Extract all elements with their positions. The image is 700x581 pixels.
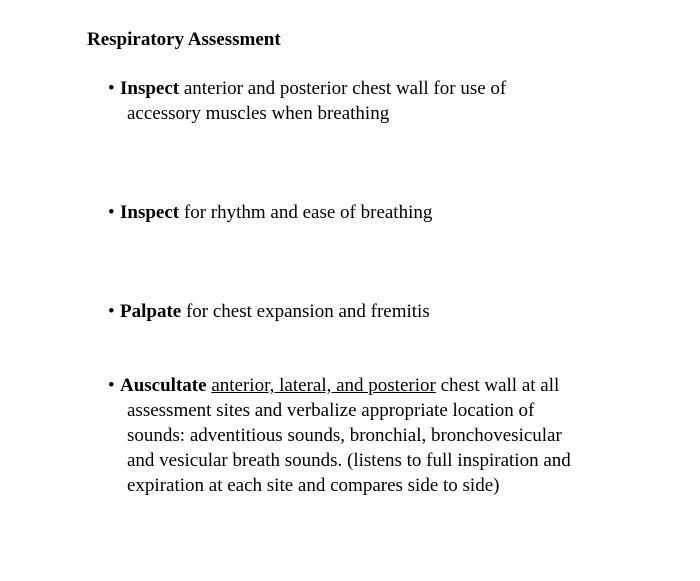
bullet-first-line [120, 76, 668, 101]
bullet-icon: • [108, 301, 115, 322]
bullet-item-inspect-chest-wall [108, 76, 668, 126]
bullet-first-line [120, 299, 668, 324]
bullet-text: chest wall at all [435, 375, 560, 396]
bullet-continuation-line: expiration at each site and compares side to side) [127, 475, 500, 496]
bullet-icon: • [108, 202, 115, 223]
bullet-continuation-line: sounds: adventitious sounds, bronchial, bronchovesicular [127, 425, 562, 446]
bullet-verb: Palpate [120, 301, 182, 322]
bullet-icon: • [108, 78, 115, 99]
underlined-locations: anterior, lateral, and posterior [211, 375, 436, 396]
bullet-content [120, 299, 668, 324]
bullet-content [120, 373, 668, 498]
bullet-text: for chest expansion and fremitis [181, 301, 430, 322]
bullet-continuation-line: assessment sites and verbalize appropriate location of [127, 400, 535, 421]
bullet-text: for rhythm and ease of breathing [179, 202, 433, 223]
bullet-verb: Inspect [120, 78, 180, 99]
bullet-continuation-line: accessory muscles when breathing [127, 103, 390, 124]
bullet-item-inspect-rhythm [108, 200, 668, 225]
bullet-continuation-line: and vesicular breath sounds. (listens to full inspiration and [127, 450, 571, 471]
bullet-verb: Auscultate [120, 375, 207, 396]
bullet-icon: • [108, 375, 115, 396]
bullet-verb: Inspect [120, 202, 180, 223]
bullet-text: anterior and posterior chest wall for use of [179, 78, 507, 99]
bullet-content [120, 76, 668, 126]
bullet-content [120, 200, 668, 225]
bullet-item-palpate [108, 299, 668, 324]
bullet-item-auscultate [108, 373, 668, 498]
bullet-first-line [120, 373, 668, 398]
bullet-first-line [120, 200, 668, 225]
page-title: Respiratory Assessment [87, 29, 281, 50]
